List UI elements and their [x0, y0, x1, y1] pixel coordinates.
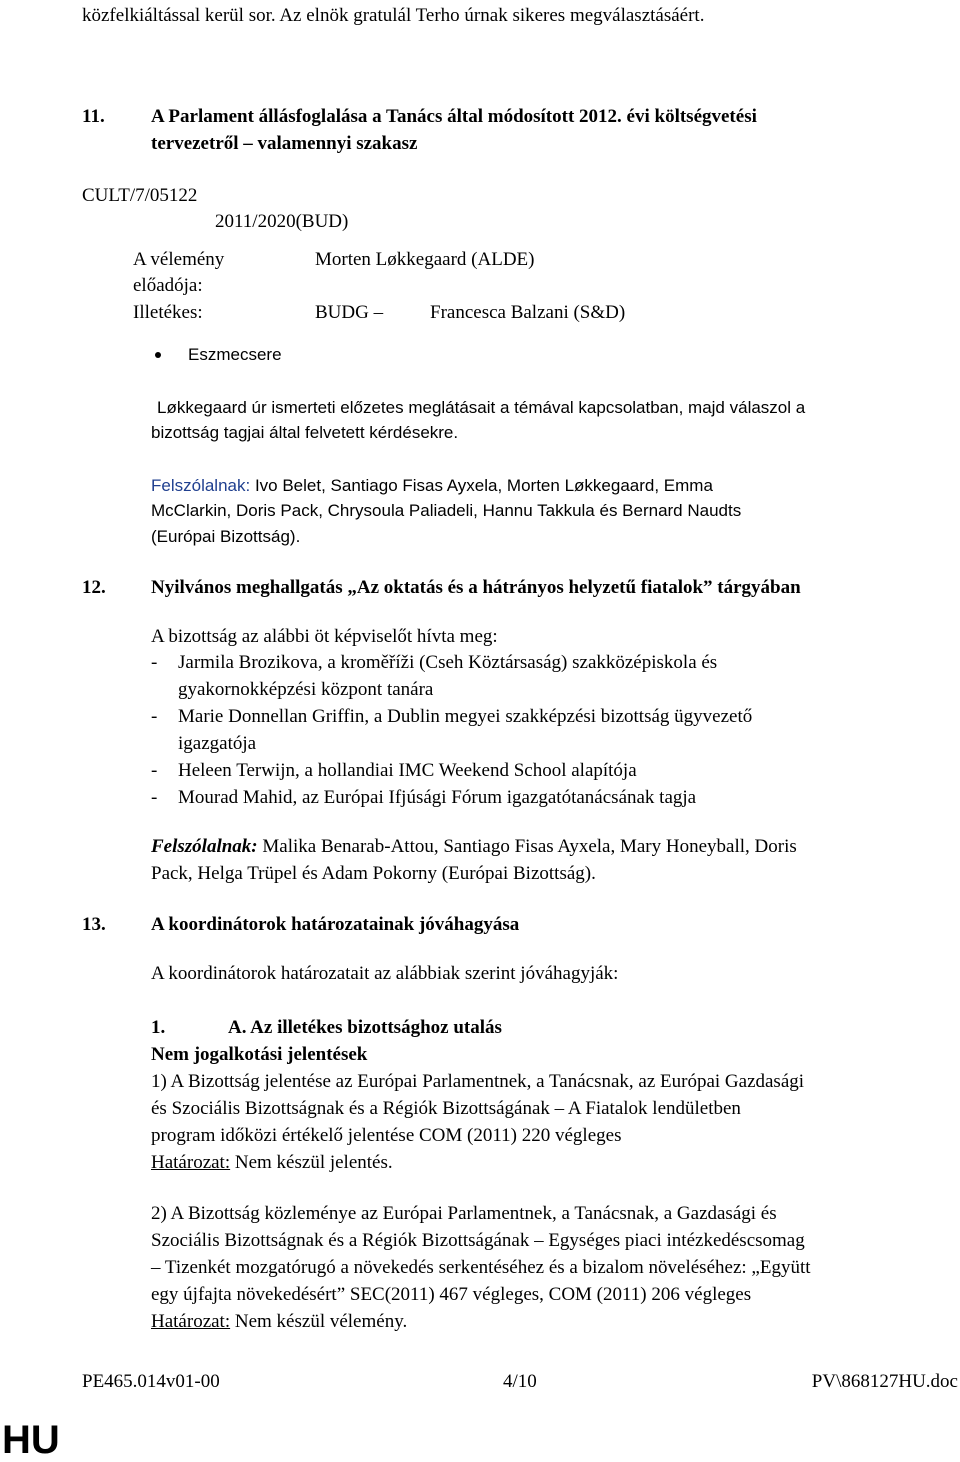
footer-filename: PV\868127HU.doc [811, 1371, 958, 1392]
item-11-reference: CULT/7/05122 [82, 185, 198, 206]
entry-2-line1: 2) A Bizottság közleménye az Európai Parlamentnek, a Tanácsnak, a Gazdasági és [151, 1203, 777, 1224]
item-12-intro: A bizottság az alábbi öt képviselőt hívta meg: [151, 626, 498, 647]
bullet-icon [155, 352, 161, 358]
responsible-committee: BUDG – [315, 302, 384, 323]
entry-1-line3: program időközi értékelő jelentése COM (2011) 220 végleges [151, 1125, 622, 1146]
section-number: 1. [151, 1017, 166, 1038]
list-item: - [151, 652, 158, 673]
entry-2-line3: – Tizenkét mozgatórugó a növekedés serkentéséhez és a bizalom növeléséhez: „Együtt [151, 1257, 811, 1278]
item-11-number: 11. [82, 106, 105, 127]
list-item-text-cont: gyakornokképzési központ tanára [178, 679, 434, 700]
item-11-procedure: 2011/2020(BUD) [215, 211, 349, 232]
speakers-label: Felszólalnak: [151, 836, 258, 857]
rapporteur-label-2: előadója: [133, 275, 203, 296]
item-11-speakers-line3: (Európai Bizottság). [151, 527, 301, 546]
entry-1-line1: 1) A Bizottság jelentése az Európai Parlamentnek, a Tanácsnak, az Európai Gazdasági [151, 1071, 805, 1092]
list-item-text: Marie Donnellan Griffin, a Dublin megyei szakképzési bizottság ügyvezető [178, 706, 753, 727]
entry-1-line2: és Szociális Bizottságnak és a Régiók Bizottságának – A Fiatalok lendületben [151, 1098, 741, 1119]
list-item: - [151, 706, 158, 727]
item-11-speakers-line2: McClarkin, Doris Pack, Chrysoula Paliadeli, Hannu Takkula és Bernard Naudts [151, 501, 742, 520]
rapporteur-value: Morten Løkkegaard (ALDE) [315, 249, 535, 270]
entry-2-decision: Határozat: Nem készül vélemény. [151, 1311, 408, 1332]
item-11-para-line1: Løkkegaard úr ismerteti előzetes meglátásait a témával kapcsolatban, majd válaszol a [157, 398, 806, 417]
entry-2-line4: egy újfajta növekedésért” SEC(2011) 467 végleges, COM (2011) 206 végleges [151, 1284, 752, 1305]
item-11-title-line1: A Parlament állásfoglalása a Tanács által módosított 2012. évi költségvetési [151, 106, 757, 127]
entry-1-decision: Határozat: Nem készül jelentés. [151, 1152, 393, 1173]
item-11-title-line2: tervezetről – valamennyi szakasz [151, 133, 418, 154]
decision-label: Határozat: [151, 1152, 231, 1173]
footer-page-number: 4/10 [503, 1371, 537, 1392]
item-13-intro: A koordinátorok határozatait az alábbiak szerint jóváhagyják: [151, 963, 619, 984]
responsible-person: Francesca Balzani (S&D) [430, 302, 626, 323]
item-12-title: Nyilvános meghallgatás „Az oktatás és a hátrányos helyzetű fiatalok” tárgyában [151, 577, 801, 598]
language-code: HU [2, 1418, 60, 1462]
item-13-number: 13. [82, 914, 106, 935]
list-item-text: Heleen Terwijn, a hollandiai IMC Weekend School alapítója [178, 760, 637, 781]
speakers-names: Malika Benarab-Attou, Santiago Fisas Ayxela, Mary Honeyball, Doris [257, 836, 797, 857]
item-12-speakers-line2: Pack, Helga Trüpel és Adam Pokorny (Európai Bizottság). [151, 863, 596, 884]
bullet-text: Eszmecsere [188, 345, 282, 364]
decision-label: Határozat: [151, 1311, 231, 1332]
item-11-para-line2: bizottság tagjai által felvetett kérdésekre. [151, 423, 459, 442]
list-item: - [151, 760, 158, 781]
subsection-title: Nem jogalkotási jelentések [151, 1044, 368, 1065]
list-item-text-cont: igazgatója [178, 733, 257, 754]
list-item-text: Mourad Mahid, az Európai Ifjúsági Fórum igazgatótanácsának tagja [178, 787, 697, 808]
footer-doc-id: PE465.014v01-00 [82, 1371, 220, 1392]
item-12-number: 12. [82, 577, 106, 598]
item-12-speakers-line1 [151, 833, 797, 860]
continued-text: közfelkiáltással kerül sor. Az elnök gratulál Terho úrnak sikeres megválasztásáért. [82, 5, 705, 26]
item-11-speakers-line1 [151, 472, 713, 499]
speakers-names: Ivo Belet, Santiago Fisas Ayxela, Morten Løkkegaard, Emma [250, 476, 713, 495]
section-title: A. Az illetékes bizottsághoz utalás [228, 1017, 502, 1038]
item-13-title: A koordinátorok határozatainak jóváhagyása [151, 914, 520, 935]
speakers-label: Felszólalnak: [151, 476, 251, 495]
list-item: - [151, 787, 158, 808]
list-item-text: Jarmila Brozikova, a kroměříži (Cseh Köztársaság) szakközépiskola és [178, 652, 718, 673]
rapporteur-label-1: A vélemény [133, 249, 225, 270]
responsible-label: Illetékes: [133, 302, 203, 323]
entry-2-line2: Szociális Bizottságnak és a Régiók Bizottságának – Egységes piaci intézkedéscsomag [151, 1230, 805, 1251]
